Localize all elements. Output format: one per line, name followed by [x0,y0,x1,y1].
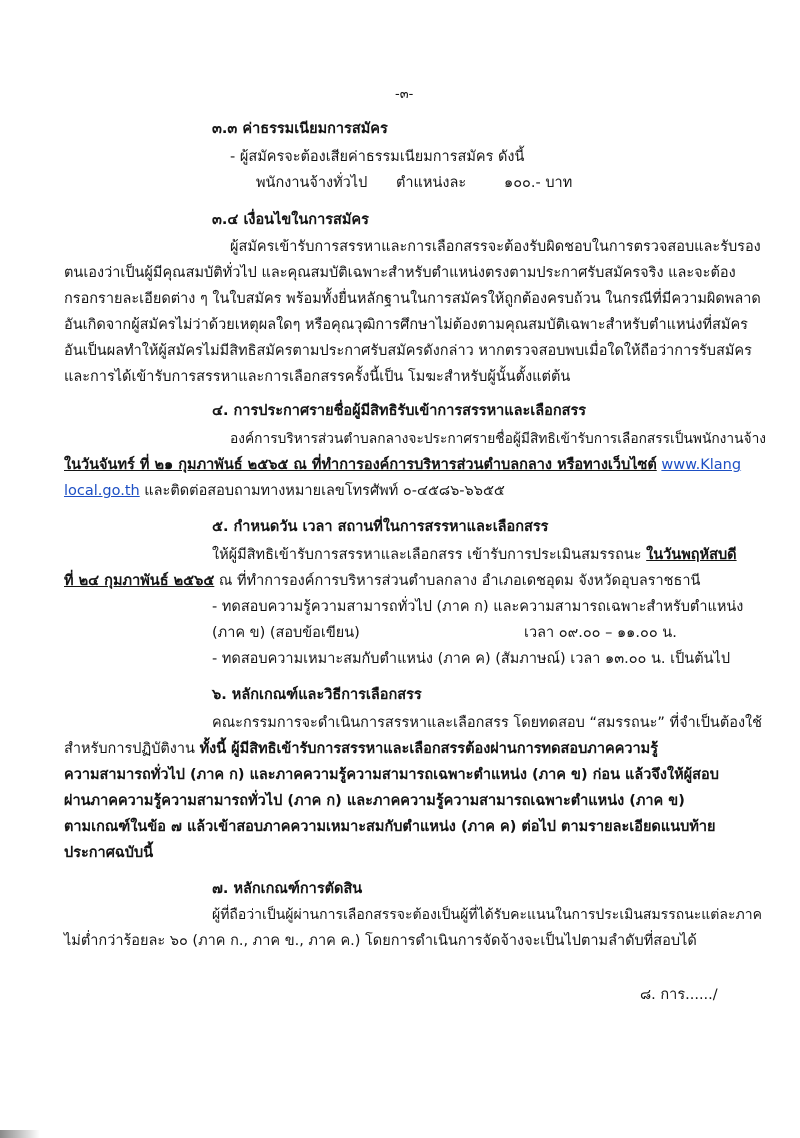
section-3-4-line: กรอกรายละเอียดต่าง ๆ ในใบสมัคร พร้อมทั้งยื่นหลักฐานในการสมัครให้ถูกต้องครบถ้วน ในกรณีที่มีความผิดพลาด [64,291,761,307]
assessment-place: ณ ที่ทำการองค์การบริหารส่วนตำบลกลาง อำเภอเดชอุดม จังหวัดอุบลราชธานี [214,573,701,589]
section-7-line: ไม่ต่ำกว่าร้อยละ ๖๐ (ภาค ก., ภาค ข., ภาค ค.) โดยการดำเนินการจัดจ้างจะเป็นไปตามลำดับที่สอบได้ [64,933,697,949]
section-6-line: ผ่านภาคความรู้ความสามารถทั่วไป (ภาค ก) และภาคความรู้ความสามารถเฉพาะตำแหน่ง (ภาค ข) [64,793,685,809]
section-3-4-line: อันเกิดจากผู้สมัครไม่ว่าด้วยเหตุผลใดๆ หรือคุณวุฒิการศึกษาไม่ต้องตามคุณสมบัติเฉพาะสำหรับตำแหน่งที่สมัคร [64,317,748,333]
section-6-heading: ๖. หลักเกณฑ์และวิธีการเลือกสรร [212,687,422,703]
exam-time: เวลา ๐๙.๐๐ – ๑๑.๐๐ น. [524,625,677,641]
section-6-bold: ทั้งนี้ ผู้มีสิทธิเข้ารับการสรรหาและเลือกสรรต้องผ่านการทดสอบภาคความรู้ [199,741,659,757]
section-3-4-line: ตนเองว่าเป็นผู้มีคุณสมบัติทั่วไป และคุณสมบัติเฉพาะสำหรับตำแหน่งตรงตามประกาศรับสมัครจริง และจะต้อง [64,265,736,281]
section-3-4-line: ผู้สมัครเข้ารับการสรรหาและการเลือกสรรจะต้องรับผิดชอบในการตรวจสอบและรับรอง [230,239,761,255]
section-6-line: ความสามารถทั่วไป (ภาค ก) และภาคความรู้ความสามารถเฉพาะตำแหน่ง (ภาค ข) ก่อน แล้วจึงให้ผู้สอบ [64,767,719,783]
section-4-line: องค์การบริหารส่วนตำบลกลางจะประกาศรายชื่อผู้มีสิทธิเข้ารับการเลือกสรรเป็นพนักงานจ้าง [230,431,767,447]
section-6-line: ประกาศฉบับนี้ [64,845,154,861]
section-5-text: ให้ผู้มีสิทธิเข้ารับการสรรหาและเลือกสรร เข้ารับการประเมินสมรรถนะ [212,547,647,563]
section-3-3-line: - ผู้สมัครจะต้องเสียค่าธรรมเนียมการสมัคร ดังนี้ [230,149,525,165]
page-number: -๓- [395,87,414,102]
fee-amount: ๑๐๐.- บาท [504,175,573,191]
scan-edge-mark [0,1130,40,1138]
section-4-heading: ๔. การประกาศรายชื่อผู้มีสิทธิรับเข้าการสรรหาและเลือกสรร [212,403,587,419]
section-6-text: สำหรับการปฏิบัติงาน [64,741,200,757]
fee-per: ตำแหน่งละ [396,175,467,191]
section-5-heading: ๕. กำหนดวัน เวลา สถานที่ในการสรรหาและเลือกสรร [212,519,549,535]
section-3-4-line: อันเป็นผลทำให้ผู้สมัครไม่มีสิทธิสมัครตามประกาศรับสมัครดังกล่าว หากตรวจสอบพบเมื่อใดให้ถือว่าการรับสมัคร [64,343,752,359]
section-6-line: ตามเกณฑ์ในข้อ ๗ แล้วเข้าสอบภาคความเหมาะสมกับตำแหน่ง (ภาค ค) ต่อไป ตามรายละเอียดแนบท้าย [64,819,716,835]
section-3-4-heading: ๓.๔ เงื่อนไขในการสมัคร [212,212,369,228]
announcement-date: ในวันจันทร์ ที่ ๒๑ กุมภาพันธ์ ๒๕๖๕ ณ ที่ทำการองค์การบริหารส่วนตำบลกลาง หรือทางเว็บไซต์ [64,457,657,473]
section-6-line [64,740,658,758]
interview-item: - ทดสอบความเหมาะสมกับตำแหน่ง (ภาค ค) (สัมภาษณ์) เวลา ๑๓.๐๐ น. เป็นต้นไป [212,651,731,667]
contact-phone: และติดต่อสอบถามทางหมายเลขโทรศัพท์ ๐-๔๕๘๖-๖๖๕๕ [139,483,505,499]
exam-item-cont: (ภาค ข) (สอบข้อเขียน) [212,625,360,641]
website-link[interactable]: www.Klang [661,457,742,473]
section-3-3-heading: ๓.๓ ค่าธรรมเนียมการสมัคร [212,121,388,137]
section-3-4-line: และการได้เข้ารับการสรรหาและการเลือกสรรครั้งนี้เป็น โมฆะสำหรับผู้นั้นตั้งแต่ต้น [64,369,571,385]
section-4-line [64,482,505,500]
website-link-cont[interactable]: local.go.th [64,483,140,499]
section-7-heading: ๗. หลักเกณฑ์การตัดสิน [212,881,363,897]
continuation-note: ๘. การ....../ [640,987,718,1003]
section-5-line [212,546,737,564]
section-7-line: ผู้ที่ถือว่าเป็นผู้ผ่านการเลือกสรรจะต้องเป็นผู้ที่ได้รับคะแนนในการประเมินสมรรถนะแต่ละภาค [212,907,762,923]
exam-item: - ทดสอบความรู้ความสามารถทั่วไป (ภาค ก) และความสามารถเฉพาะสำหรับตำแหน่ง [212,599,744,615]
assessment-day: ในวันพฤหัสบดี [646,547,737,563]
assessment-date: ที่ ๒๔ กุมภาพันธ์ ๒๕๖๕ [64,573,215,589]
section-4-line [64,456,741,474]
fee-position: พนักงานจ้างทั่วไป [256,175,368,191]
section-6-line: คณะกรรมการจะดำเนินการสรรหาและเลือกสรร โดยทดสอบ “สมรรถนะ” ที่จำเป็นต้องใช้ [212,715,762,731]
section-5-line [64,572,700,590]
